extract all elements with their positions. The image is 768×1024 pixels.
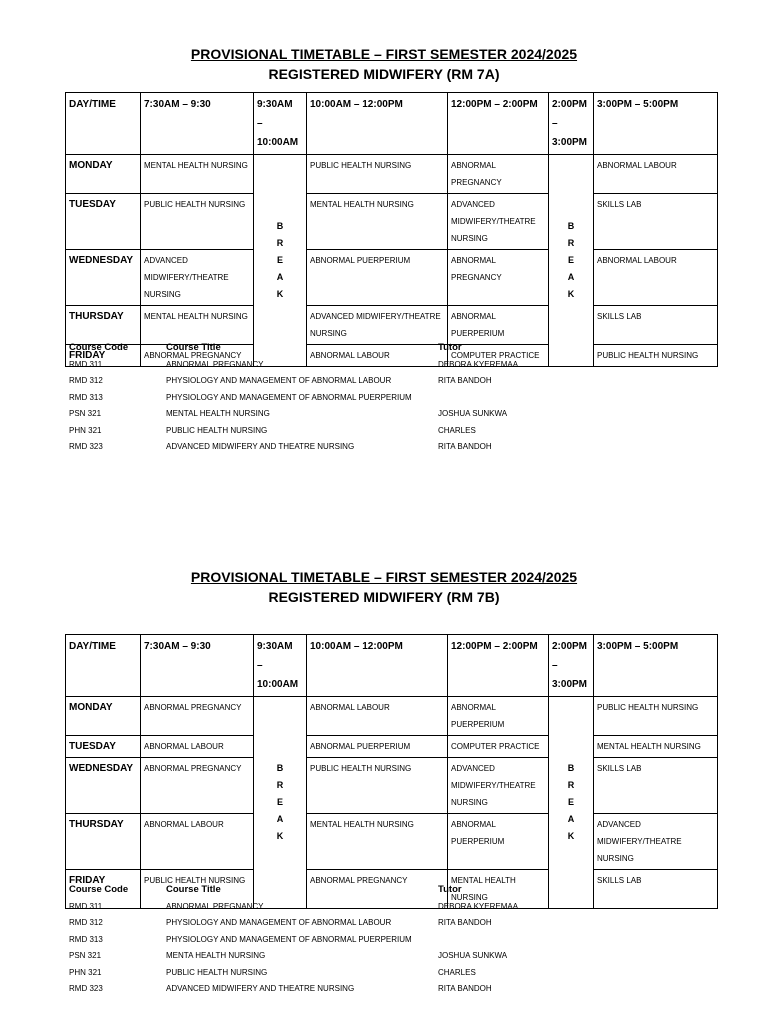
course-code: RMD 323 <box>69 984 103 993</box>
cell-slot-6: SKILLS LAB <box>594 870 718 909</box>
cell-slot-6: SKILLS LAB <box>594 758 718 814</box>
cell-slot-4: ABNORMAL PUERPERIUM <box>448 814 549 870</box>
course-title: ADVANCED MIDWIFERY AND THEATRE NURSING <box>166 442 355 451</box>
break-column-2: B R E A K <box>549 697 594 909</box>
list-item <box>69 439 689 456</box>
course-list <box>69 340 689 456</box>
cell-slot-1: ABNORMAL LABOUR <box>141 814 254 870</box>
timetable-title: PROVISIONAL TIMETABLE – FIRST SEMESTER 2024/2025 <box>190 46 578 62</box>
course-title: PUBLIC HEALTH NURSING <box>166 967 268 977</box>
day-label: MONDAY <box>66 155 141 194</box>
list-item <box>69 899 689 916</box>
course-code-heading: Course Code <box>69 342 129 353</box>
cell-slot-6: PUBLIC HEALTH NURSING <box>594 345 718 367</box>
list-item <box>69 390 689 407</box>
day-label: WEDNESDAY <box>66 250 141 306</box>
cell-slot-1: PUBLIC HEALTH NURSING <box>141 194 254 250</box>
course-code: RMD 313 <box>69 392 103 402</box>
list-item <box>69 357 689 374</box>
cell-slot-3: ABNORMAL PREGNANCY <box>307 870 448 909</box>
cell-slot-6: ABNORMAL LABOUR <box>594 250 718 306</box>
course-code-heading: Course Code <box>69 884 129 895</box>
cell-slot-6: ABNORMAL LABOUR <box>594 155 718 194</box>
cell-slot-6: PUBLIC HEALTH NURSING <box>594 697 718 736</box>
tutor-heading: Tutor <box>438 342 462 353</box>
header-slot-4: 12:00PM – 2:00PM <box>448 93 549 155</box>
header-slot-3: 10:00AM – 12:00PM <box>307 93 448 155</box>
course-code: RMD 311 <box>69 359 103 369</box>
cell-slot-3: ABNORMAL PUERPERIUM <box>307 250 448 306</box>
course-title: MENTAL HEALTH NURSING <box>166 409 270 418</box>
cell-slot-4: MENTAL HEALTH NURSING <box>448 870 549 909</box>
table-row <box>66 697 718 736</box>
cell-slot-4: ADVANCED MIDWIFERY/THEATRE NURSING <box>448 194 549 250</box>
tutor-heading: Tutor <box>438 884 462 895</box>
header-slot-break-1: 9:30AM – 10:00AM <box>254 635 307 697</box>
course-tutor: CHARLES <box>438 425 476 435</box>
timetable-subtitle: REGISTERED MIDWIFERY (RM 7B) <box>268 589 500 605</box>
list-item <box>69 423 689 440</box>
cell-slot-1: MENTAL HEALTH NURSING <box>141 155 254 194</box>
timetable-subtitle: REGISTERED MIDWIFERY (RM 7A) <box>268 66 500 82</box>
cell-slot-1: ABNORMAL PREGNANCY <box>141 345 254 367</box>
list-item <box>69 373 689 390</box>
day-label: TUESDAY <box>66 736 141 758</box>
cell-slot-4: ABNORMAL PUERPERIUM <box>448 697 549 736</box>
course-title-heading: Course Title <box>166 342 221 353</box>
break-column-1: B R E A K <box>254 697 307 909</box>
cell-slot-4: ABNORMAL PREGNANCY <box>448 155 549 194</box>
table-row <box>66 250 718 306</box>
header-slot-1: 7:30AM – 9:30 <box>141 93 254 155</box>
cell-slot-3: ABNORMAL PUERPERIUM <box>307 736 448 758</box>
cell-slot-6: SKILLS LAB <box>594 306 718 345</box>
table-row <box>66 194 718 250</box>
course-code: RMD 313 <box>69 934 103 944</box>
cell-slot-3: ABNORMAL LABOUR <box>307 697 448 736</box>
header-day-time: DAY/TIME <box>66 635 141 697</box>
table-row <box>66 758 718 814</box>
cell-slot-6: MENTAL HEALTH NURSING <box>594 736 718 758</box>
day-label: FRIDAY <box>66 870 141 909</box>
cell-slot-1: ABNORMAL LABOUR <box>141 736 254 758</box>
course-code: PSN 321 <box>69 409 102 418</box>
course-tutor: RITA BANDOH <box>438 376 492 385</box>
day-label: MONDAY <box>66 697 141 736</box>
cell-slot-4: COMPUTER PRACTICE <box>448 736 549 758</box>
break-column-1: B R E A K <box>254 155 307 367</box>
cell-slot-4: ABNORMAL PUERPERIUM <box>448 306 549 345</box>
course-title: MENTA HEALTH NURSING <box>166 951 266 960</box>
cell-slot-3: MENTAL HEALTH NURSING <box>307 814 448 870</box>
course-tutor: CHARLES <box>438 967 476 977</box>
header-row <box>66 635 718 697</box>
cell-slot-3: ABNORMAL LABOUR <box>307 345 448 367</box>
course-tutor: RITA BANDOH <box>438 442 492 451</box>
course-title: PHYSIOLOGY AND MANAGEMENT OF ABNORMAL LABOUR <box>166 376 392 385</box>
list-item <box>69 915 689 932</box>
course-tutor: JOSHUA SUNKWA <box>438 409 508 418</box>
course-title: PUBLIC HEALTH NURSING <box>166 425 268 435</box>
header-slot-break-2: 2:00PM – 3:00PM <box>549 635 594 697</box>
list-item <box>69 981 689 998</box>
table-row <box>66 736 718 758</box>
course-tutor: RITA BANDOH <box>438 918 492 927</box>
cell-slot-3: PUBLIC HEALTH NURSING <box>307 758 448 814</box>
header-slot-break-1: 9:30AM – 10:00AM <box>254 93 307 155</box>
list-item <box>69 965 689 982</box>
course-title: PHYSIOLOGY AND MANAGEMENT OF ABNORMAL LABOUR <box>166 918 392 927</box>
header-slot-6: 3:00PM – 5:00PM <box>594 635 718 697</box>
course-tutor: DEBORA KYEREMAA <box>438 901 519 911</box>
header-slot-1: 7:30AM – 9:30 <box>141 635 254 697</box>
course-title: PHYSIOLOGY AND MANAGEMENT OF ABNORMAL PUERPERIUM <box>166 392 412 402</box>
course-tutor: RITA BANDOH <box>438 984 492 993</box>
course-code: PHN 321 <box>69 425 102 435</box>
timetable-table <box>65 634 718 909</box>
course-tutor: JOSHUA SUNKWA <box>438 951 508 960</box>
course-list-header <box>69 882 689 899</box>
course-title: ABNORMAL PREGNANCY <box>166 359 264 369</box>
timetable-table <box>65 92 718 367</box>
cell-slot-1: ABNORMAL PREGNANCY <box>141 697 254 736</box>
header-day-time: DAY/TIME <box>66 93 141 155</box>
header-slot-3: 10:00AM – 12:00PM <box>307 635 448 697</box>
header-slot-6: 3:00PM – 5:00PM <box>594 93 718 155</box>
table-row <box>66 814 718 870</box>
cell-slot-1: ABNORMAL PREGNANCY <box>141 758 254 814</box>
cell-slot-4: ADVANCED MIDWIFERY/THEATRE NURSING <box>448 758 549 814</box>
list-item <box>69 932 689 949</box>
list-item <box>69 406 689 423</box>
course-list <box>69 882 689 998</box>
cell-slot-3: PUBLIC HEALTH NURSING <box>307 155 448 194</box>
timetable-title: PROVISIONAL TIMETABLE – FIRST SEMESTER 2024/2025 <box>190 569 578 585</box>
cell-slot-4: ABNORMAL PREGNANCY <box>448 250 549 306</box>
day-label: THURSDAY <box>66 814 141 870</box>
cell-slot-3: MENTAL HEALTH NURSING <box>307 194 448 250</box>
course-code: RMD 312 <box>69 918 103 927</box>
table-row <box>66 155 718 194</box>
header-slot-break-2: 2:00PM – 3:00PM <box>549 93 594 155</box>
course-code: PHN 321 <box>69 967 102 977</box>
course-title: ABNORMAL PREGNANCY <box>166 901 264 911</box>
day-label: WEDNESDAY <box>66 758 141 814</box>
cell-slot-1: MENTAL HEALTH NURSING <box>141 306 254 345</box>
course-tutor: DEBORA KYEREMAA <box>438 359 519 369</box>
cell-slot-1: ADVANCED MIDWIFERY/THEATRE NURSING <box>141 250 254 306</box>
break-column-2: B R E A K <box>549 155 594 367</box>
cell-slot-3: ADVANCED MIDWIFERY/THEATRE NURSING <box>307 306 448 345</box>
day-label: THURSDAY <box>66 306 141 345</box>
list-item <box>69 948 689 965</box>
cell-slot-1: PUBLIC HEALTH NURSING <box>141 870 254 909</box>
course-code: RMD 323 <box>69 442 103 451</box>
header-slot-4: 12:00PM – 2:00PM <box>448 635 549 697</box>
cell-slot-6: ADVANCED MIDWIFERY/THEATRE NURSING <box>594 814 718 870</box>
course-code: PSN 321 <box>69 951 102 960</box>
course-title-heading: Course Title <box>166 884 221 895</box>
cell-slot-4: COMPUTER PRACTICE <box>448 345 549 367</box>
day-label: TUESDAY <box>66 194 141 250</box>
course-code: RMD 311 <box>69 901 103 911</box>
course-code: RMD 312 <box>69 376 103 385</box>
cell-slot-6: SKILLS LAB <box>594 194 718 250</box>
day-label: FRIDAY <box>66 345 141 367</box>
course-title: PHYSIOLOGY AND MANAGEMENT OF ABNORMAL PUERPERIUM <box>166 934 412 944</box>
course-title: ADVANCED MIDWIFERY AND THEATRE NURSING <box>166 984 355 993</box>
header-row <box>66 93 718 155</box>
course-list-header <box>69 340 689 357</box>
table-row <box>66 306 718 345</box>
